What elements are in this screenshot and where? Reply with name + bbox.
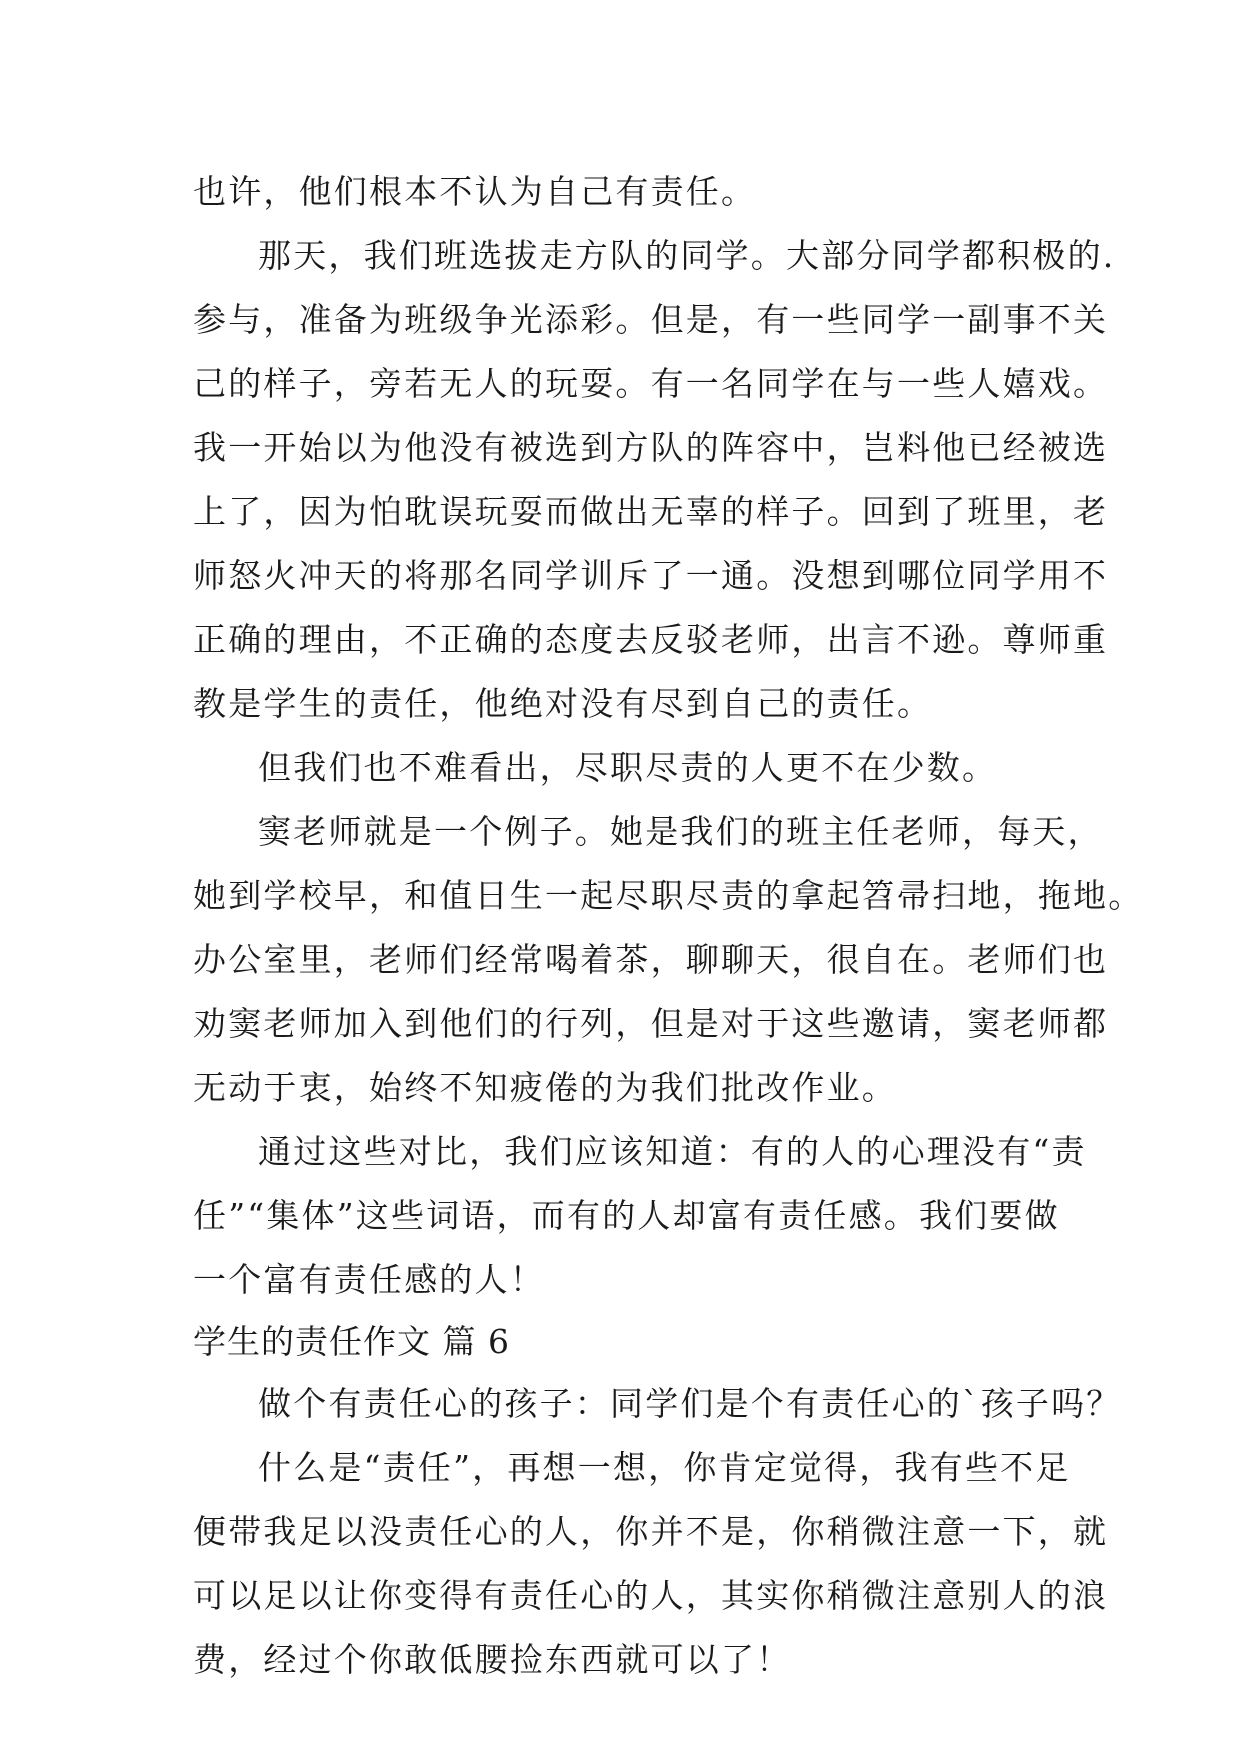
paragraph-line: 任”“集体”这些词语，而有的人却富有责任感。我们要做 [193, 1196, 1060, 1235]
paragraph-line: 我一开始以为他没有被选到方队的阵容中，岂料他已经被选 [193, 428, 1109, 467]
section-heading: 学生的责任作文 篇 6 [193, 1322, 510, 1361]
paragraph-line: 费，经过个你敢低腰捡东西就可以了！ [193, 1640, 792, 1679]
paragraph-line: 教是学生的责任，他绝对没有尽到自己的责任。 [193, 684, 933, 723]
paragraph-line: 一个富有责任感的人！ [193, 1260, 545, 1299]
paragraph-line: 也许，他们根本不认为自己有责任。 [193, 172, 757, 211]
paragraph-line: 参与，准备为班级争光添彩。但是，有一些同学一副事不关 [193, 300, 1109, 339]
paragraph-line: 师怒火冲天的将那名同学训斥了一通。没想到哪位同学用不 [193, 556, 1109, 595]
paragraph-line: 那天，我们班选拔走方队的同学。大部分同学都积极的. [258, 236, 1116, 275]
paragraph-line: 己的样子，旁若无人的玩耍。有一名同学在与一些人嬉戏。 [193, 364, 1109, 403]
paragraph-line: 上了，因为怕耽误玩耍而做出无辜的样子。回到了班里，老 [193, 492, 1109, 531]
paragraph-line: 她到学校早，和值日生一起尽职尽责的拿起笤帚扫地，拖地。 [193, 876, 1144, 915]
paragraph-line: 窦老师就是一个例子。她是我们的班主任老师，每天， [258, 812, 1103, 851]
paragraph-line: 办公室里，老师们经常喝着茶，聊聊天，很自在。老师们也 [193, 940, 1109, 979]
paragraph-line: 正确的理由，不正确的态度去反驳老师，出言不逊。尊师重 [193, 620, 1109, 659]
paragraph-line: 但我们也不难看出，尽职尽责的人更不在少数。 [258, 748, 998, 787]
paragraph-line: 什么是“责任”，再想一想，你肯定觉得，我有些不足 [258, 1448, 1071, 1487]
paragraph-line: 可以足以让你变得有责任心的人，其实你稍微注意别人的浪 [193, 1576, 1109, 1615]
paragraph-line: 劝窦老师加入到他们的行列，但是对于这些邀请，窦老师都 [193, 1004, 1109, 1043]
paragraph-line: 做个有责任心的孩子：同学们是个有责任心的`孩子吗？ [258, 1384, 1122, 1423]
paragraph-line: 无动于衷，始终不知疲倦的为我们批改作业。 [193, 1068, 897, 1107]
paragraph-line: 通过这些对比，我们应该知道：有的人的心理没有“责 [258, 1132, 1087, 1171]
paragraph-line: 便带我足以没责任心的人，你并不是，你稍微注意一下，就 [193, 1512, 1109, 1551]
